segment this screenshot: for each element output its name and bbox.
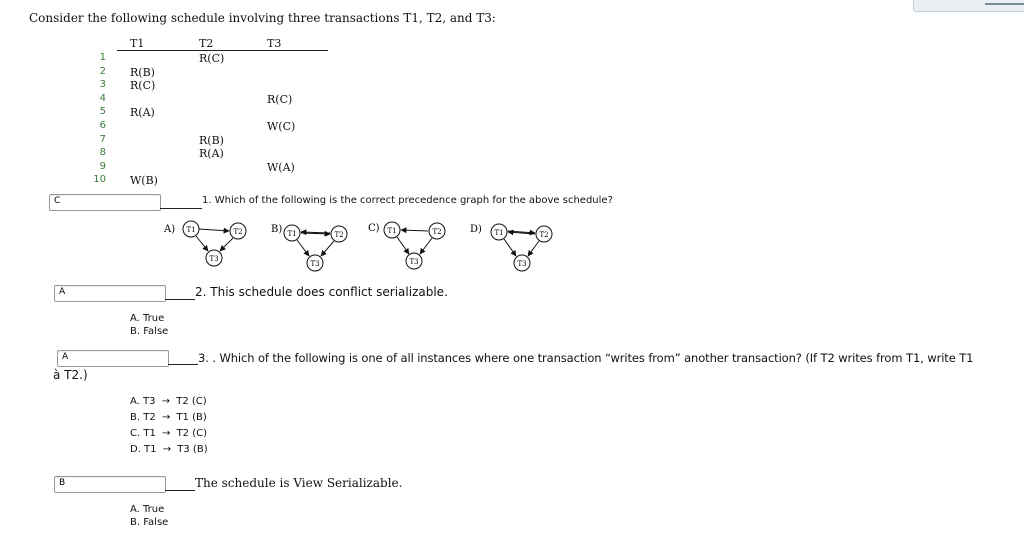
row-number: 9: [99, 161, 106, 172]
row-number: 6: [99, 120, 106, 131]
q3-option-target: T3 (B): [177, 444, 208, 455]
q3-option: [130, 412, 207, 423]
graph-a-label: A): [164, 224, 176, 235]
cell-t2: R(A): [199, 147, 224, 160]
window-corner-widget: [913, 0, 1024, 12]
graph-d-edge-t2-t3: [528, 241, 539, 256]
cell-t1: R(C): [130, 79, 156, 92]
graph-b[interactable]: [271, 224, 347, 271]
row-number: 8: [99, 147, 106, 158]
q4-answer-field[interactable]: B: [54, 476, 166, 493]
graph-d[interactable]: [470, 224, 552, 271]
precedence-graphs: [160, 218, 570, 273]
header-t1: T1: [130, 37, 145, 50]
cell-t2: R(C): [199, 52, 225, 65]
graph-b-edge-t1-t3: [297, 240, 309, 256]
q2-answer-field[interactable]: A: [54, 285, 166, 302]
q3-question-continuation: à T2.): [53, 368, 88, 382]
graph-d-edge-t1-t3: [504, 239, 516, 256]
graph-d-node-t1-label: T1: [494, 229, 504, 237]
graph-b-node-t2-label: T2: [334, 231, 344, 239]
intro-text: Consider the following schedule involving three transactions T1, T2, and T3:: [29, 11, 496, 25]
q3-answer-field[interactable]: A: [57, 350, 169, 367]
graph-d-node-t3-label: T3: [517, 260, 527, 268]
graph-c[interactable]: [368, 222, 445, 269]
right-arrow-icon: →: [158, 412, 174, 423]
graph-c-edge-t2-t3: [420, 238, 432, 254]
row-number: 2: [99, 66, 106, 77]
q2-option-b: B. False: [130, 326, 169, 337]
q4-option-a: A. True: [130, 504, 165, 515]
right-arrow-icon: →: [158, 428, 174, 439]
q3-option: [130, 428, 207, 439]
cell-t2: R(B): [199, 134, 224, 147]
q4-question: The schedule is View Serializable.: [195, 476, 403, 490]
graph-d-node-t2-label: T2: [539, 231, 549, 239]
row-number: 5: [99, 106, 106, 117]
graph-d-label: D): [470, 224, 482, 235]
graph-c-node-t3-label: T3: [409, 258, 419, 266]
graph-a-edge-t1-t2: [199, 229, 229, 231]
q3-option: [130, 396, 207, 407]
header-t3: T3: [267, 37, 282, 50]
q3-option-target: T2 (C): [176, 428, 207, 439]
q3-option: [130, 444, 208, 455]
graph-c-edge-t2-t1: [401, 230, 428, 231]
q3-option-target: T1 (B): [176, 412, 207, 423]
cell-t3: W(C): [267, 120, 296, 133]
header-rule: [117, 50, 328, 51]
row-number: 3: [99, 79, 106, 90]
right-arrow-icon: →: [158, 396, 174, 407]
q4-blank-line: [165, 490, 195, 491]
q3-blank-line: [168, 364, 198, 365]
q1-answer-field[interactable]: C: [49, 194, 161, 211]
q3-option-letter: A. T3: [130, 396, 156, 407]
graph-a-node-t1-label: T1: [186, 226, 196, 234]
row-number: 1: [99, 52, 106, 63]
graph-b-edge-t2-t3: [321, 241, 334, 256]
q3-option-letter: C. T1: [130, 428, 156, 439]
graph-a-edge-t1-t3: [196, 236, 208, 251]
cell-t3: R(C): [267, 93, 293, 106]
row-number: 4: [99, 93, 106, 104]
q2-option-a: A. True: [130, 313, 165, 324]
graph-a-node-t3-label: T3: [209, 255, 219, 263]
q2-blank-line: [165, 299, 195, 300]
q1-question: 1. Which of the following is the correct precedence graph for the above schedule?: [202, 195, 613, 206]
right-arrow-icon: →: [159, 444, 175, 455]
q3-option-target: T2 (C): [176, 396, 207, 407]
graph-b-node-t3-label: T3: [310, 260, 320, 268]
cell-t1: R(B): [130, 66, 155, 79]
graph-b-label: B): [271, 224, 283, 235]
cell-t3: W(A): [267, 161, 295, 174]
graph-a-node-t2-label: T2: [233, 228, 243, 236]
row-number: 10: [93, 174, 106, 185]
q3-option-letter: D. T1: [130, 444, 157, 455]
q1-blank-line: [160, 208, 202, 209]
graph-a-edge-t2-t3: [220, 238, 233, 251]
cell-t1: R(A): [130, 106, 155, 119]
graph-b-node-t1-label: T1: [287, 230, 297, 238]
row-number: 7: [99, 134, 106, 145]
graph-a[interactable]: [163, 221, 246, 266]
q3-question: 3. . Which of the following is one of all instances where one transaction “writes from” another transaction? (If T2 writes from T1, write T1: [198, 351, 974, 365]
q4-option-b: B. False: [130, 517, 169, 528]
graph-c-edge-t1-t3: [397, 237, 409, 254]
q2-question: 2. This schedule does conflict serializable.: [195, 285, 448, 299]
q3-option-letter: B. T2: [130, 412, 156, 423]
graph-c-node-t2-label: T2: [432, 228, 442, 236]
cell-t1: W(B): [130, 174, 158, 187]
graph-c-node-t1-label: T1: [387, 227, 397, 235]
graph-c-label: C): [368, 223, 380, 234]
header-t2: T2: [199, 37, 214, 50]
